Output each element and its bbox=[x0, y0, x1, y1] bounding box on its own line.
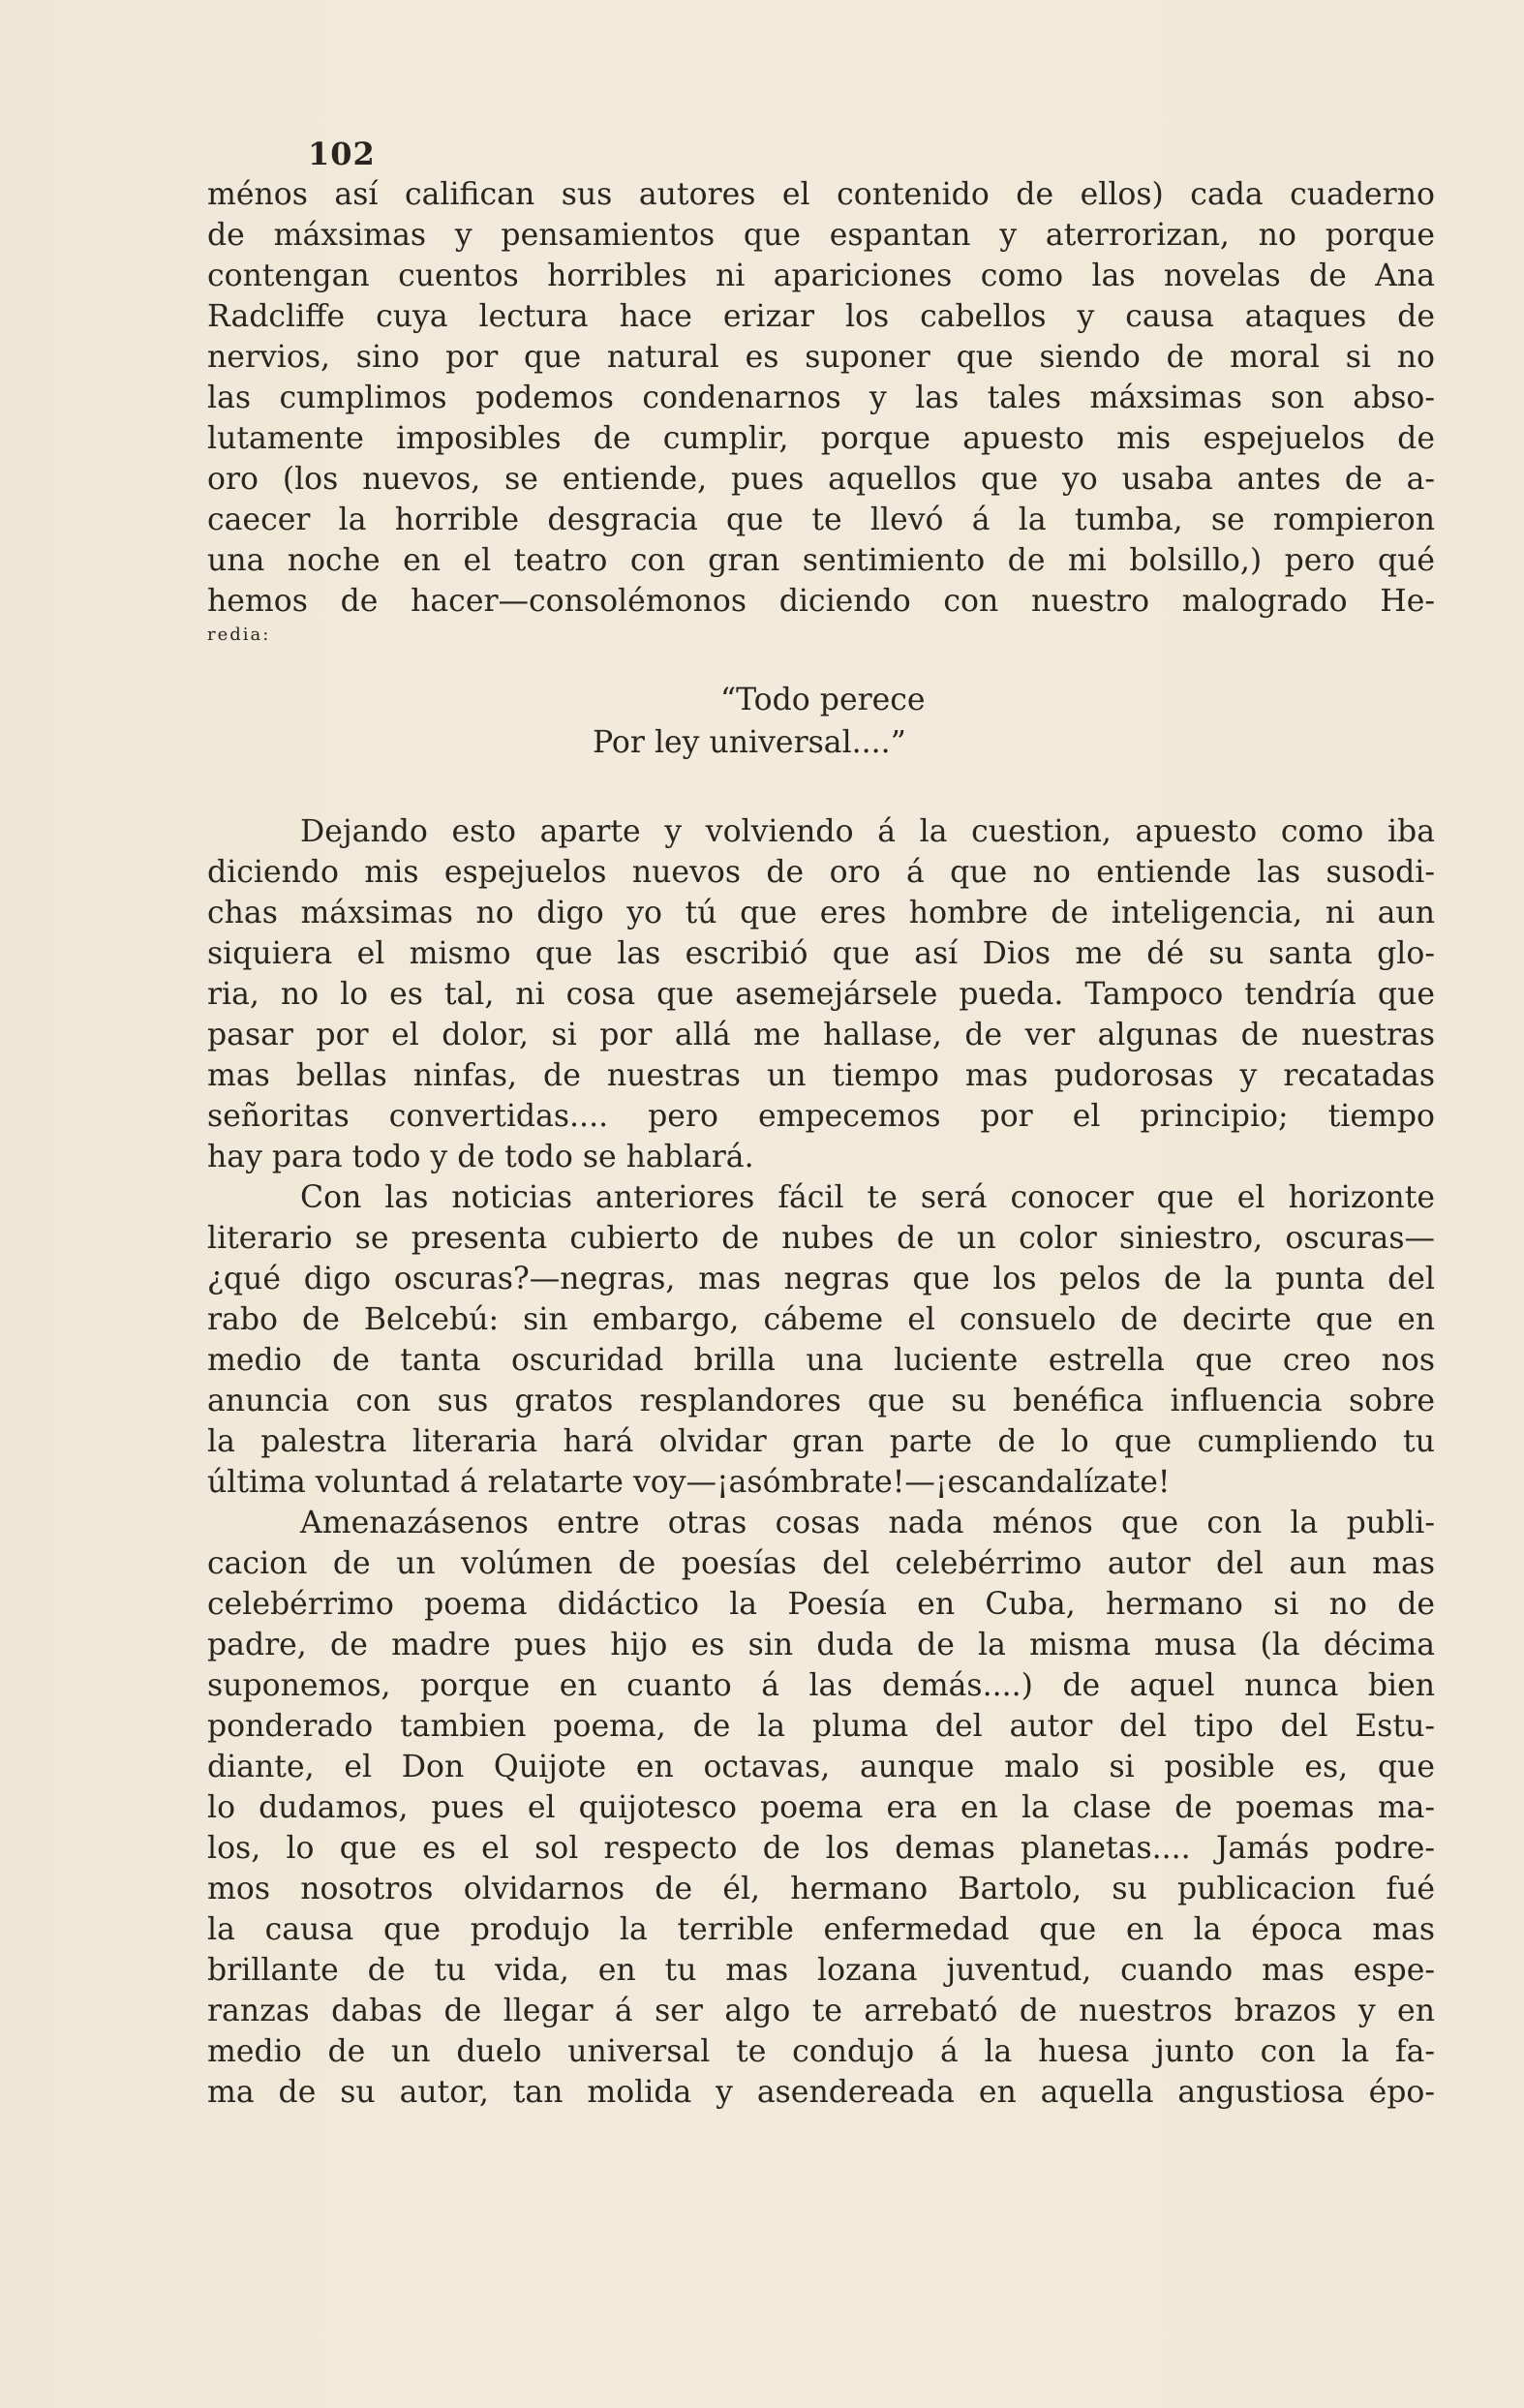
text-line: contengan cuentos horribles ni apariciones como las novelas de Ana bbox=[207, 259, 1435, 293]
text-line: ¿qué digo oscuras?—negras, mas negras que los pelos de la punta del bbox=[207, 1262, 1435, 1296]
text-line: chas máxsimas no digo yo tú que eres hombre de inteligencia, ni aun bbox=[207, 896, 1435, 930]
text-line: cacion de un volúmen de poesías del celebérrimo autor del aun mas bbox=[207, 1546, 1435, 1581]
quote-line: “Todo perece bbox=[720, 683, 926, 717]
verse-quote bbox=[207, 680, 1435, 811]
text-line: caecer la horrible desgracia que te llevó á la tumba, se rompieron bbox=[207, 503, 1435, 537]
text-line: una noche en el teatro con gran sentimiento de mi bolsillo,) pero qué bbox=[207, 543, 1435, 578]
paragraph-3 bbox=[207, 1177, 1435, 1503]
text-line: Amenazásenos entre otras cosas nada ménos que con la publi- bbox=[300, 1506, 1435, 1540]
text-line: ma de su autor, tan molida y asendereada en aquella angustiosa épo- bbox=[207, 2075, 1435, 2110]
paragraph-1 bbox=[207, 174, 1435, 655]
text-line: ranzas dabas de llegar á ser algo te arrebató de nuestros brazos y en bbox=[207, 1994, 1435, 2028]
text-line: medio de tanta oscuridad brilla una luciente estrella que creo nos bbox=[207, 1343, 1435, 1378]
text-line: los, lo que es el sol respecto de los demas planetas.... Jamás podre- bbox=[207, 1831, 1435, 1866]
page-body bbox=[207, 174, 1435, 2113]
text-line: siquiera el mismo que las escribió que así Dios me dé su santa glo- bbox=[207, 936, 1435, 971]
quote-line: Por ley universal....” bbox=[593, 725, 906, 760]
text-line: ponderado tambien poema, de la pluma del autor del tipo del Estu- bbox=[207, 1709, 1435, 1744]
text-line: anuncia con sus gratos resplandores que su benéfica influencia sobre bbox=[207, 1384, 1435, 1418]
text-line: última voluntad á relatarte voy—¡asómbrate!—¡escandalízate! bbox=[207, 1465, 1171, 1500]
text-line: Con las noticias anteriores fácil te será conocer que el horizonte bbox=[300, 1180, 1435, 1215]
text-line: la causa que produjo la terrible enfermedad que en la época mas bbox=[207, 1912, 1435, 1947]
text-line: mos nosotros olvidarnos de él, hermano Bartolo, su publicacion fué bbox=[207, 1872, 1435, 1906]
text-line: ria, no lo es tal, ni cosa que asemejársele pueda. Tampoco tendría que bbox=[207, 977, 1435, 1012]
text-line: literario se presenta cubierto de nubes de un color siniestro, oscuras— bbox=[207, 1221, 1435, 1256]
paragraph-4 bbox=[207, 1503, 1435, 2113]
text-line: hemos de hacer—consolémonos diciendo con nuestro malogrado He- bbox=[207, 584, 1435, 619]
paragraph-2 bbox=[207, 811, 1435, 1177]
text-line: Radcliffe cuya lectura hace erizar los cabellos y causa ataques de bbox=[207, 299, 1435, 334]
page-number: 102 bbox=[308, 136, 376, 172]
text-line: brillante de tu vida, en tu mas lozana juventud, cuando mas espe- bbox=[207, 1953, 1435, 1988]
text-line: de máxsimas y pensamientos que espantan y aterrorizan, no porque bbox=[207, 218, 1435, 253]
text-line: lo dudamos, pues el quijotesco poema era en la clase de poemas ma- bbox=[207, 1790, 1435, 1825]
text-line: diante, el Don Quijote en octavas, aunque malo si posible es, que bbox=[207, 1750, 1435, 1784]
text-line: celebérrimo poema didáctico la Poesía en Cuba, hermano si no de bbox=[207, 1587, 1435, 1622]
text-line: oro (los nuevos, se entiende, pues aquellos que yo usaba antes de a- bbox=[207, 462, 1435, 497]
text-line: rabo de Belcebú: sin embargo, cábeme el consuelo de decirte que en bbox=[207, 1302, 1435, 1337]
text-line: nervios, sino por que natural es suponer que siendo de moral si no bbox=[207, 340, 1435, 375]
text-line: las cumplimos podemos condenarnos y las tales máxsimas son abso- bbox=[207, 381, 1435, 415]
text-line: hay para todo y de todo se hablará. bbox=[207, 1140, 754, 1174]
text-line: padre, de madre pues hijo es sin duda de la misma musa (la décima bbox=[207, 1628, 1435, 1662]
cut-off-line: redia: bbox=[207, 625, 271, 645]
text-line: ménos así califican sus autores el contenido de ellos) cada cuaderno bbox=[207, 177, 1435, 212]
text-line: la palestra literaria hará olvidar gran parte de lo que cumpliendo tu bbox=[207, 1424, 1435, 1459]
text-line: pasar por el dolor, si por allá me hallase, de ver algunas de nuestras bbox=[207, 1018, 1435, 1052]
text-line: diciendo mis espejuelos nuevos de oro á que no entiende las susodi- bbox=[207, 855, 1435, 890]
text-line: señoritas convertidas.... pero empecemos por el principio; tiempo bbox=[207, 1099, 1435, 1134]
text-line: mas bellas ninfas, de nuestras un tiempo mas pudorosas y recatadas bbox=[207, 1058, 1435, 1093]
text-line: Dejando esto aparte y volviendo á la cuestion, apuesto como iba bbox=[300, 814, 1435, 849]
text-line: medio de un duelo universal te condujo á la huesa junto con la fa- bbox=[207, 2034, 1435, 2069]
text-line: suponemos, porque en cuanto á las demás....) de aquel nunca bien bbox=[207, 1668, 1435, 1703]
text-line: lutamente imposibles de cumplir, porque apuesto mis espejuelos de bbox=[207, 421, 1435, 456]
